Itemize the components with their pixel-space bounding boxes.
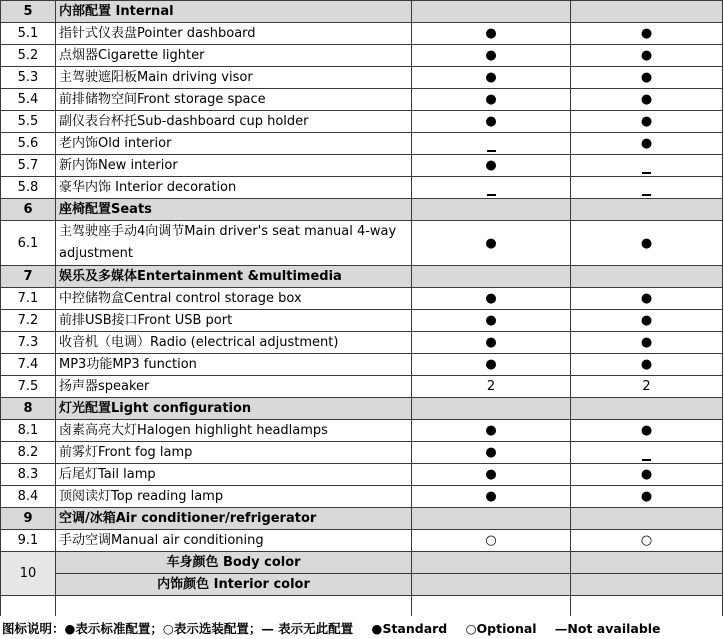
config-value-2 xyxy=(571,155,723,177)
interior-color-value xyxy=(412,574,571,596)
item-number: 7.2 xyxy=(1,310,56,332)
config-value-2: ● xyxy=(571,310,723,332)
config-value-2: ● xyxy=(571,332,723,354)
not-available-dash xyxy=(642,194,651,196)
item-number: 8.3 xyxy=(1,464,56,486)
section-blank-cell xyxy=(571,508,723,530)
legend xyxy=(2,619,661,637)
config-value-2: ● xyxy=(571,288,723,310)
item-number: 5.5 xyxy=(1,111,56,133)
item-number: 5.2 xyxy=(1,45,56,67)
spacer-cell xyxy=(56,596,412,617)
table-row xyxy=(1,111,723,133)
not-available-dash xyxy=(642,172,651,174)
feature-name: 前排USB接口Front USB port xyxy=(56,310,412,332)
section-number: 7 xyxy=(1,266,56,288)
section-number: 9 xyxy=(1,508,56,530)
item-number: 5.6 xyxy=(1,133,56,155)
feature-name: 卤素高亮大灯Halogen highlight headlamps xyxy=(56,420,412,442)
feature-name: 前排储物空间Front storage space xyxy=(56,89,412,111)
section-number: 8 xyxy=(1,398,56,420)
table-row xyxy=(1,420,723,442)
config-value-2: 2 xyxy=(571,376,723,398)
not-available-dash xyxy=(487,150,496,152)
config-value-1: ● xyxy=(412,67,571,89)
config-value-2: ● xyxy=(571,133,723,155)
config-value-1: ● xyxy=(412,23,571,45)
config-value-1 xyxy=(412,177,571,199)
config-value-2 xyxy=(571,177,723,199)
spacer-cell xyxy=(412,596,571,617)
section-number: 5 xyxy=(1,1,56,23)
section-header-row xyxy=(1,508,723,530)
table-row xyxy=(1,67,723,89)
spec-table-body xyxy=(1,1,723,617)
table-row xyxy=(1,354,723,376)
table-row xyxy=(1,442,723,464)
section-title: 空调/冰箱Air conditioner/refrigerator xyxy=(56,508,412,530)
feature-name: 主驾驶遮阳板Main driving visor xyxy=(56,67,412,89)
config-value-2: ● xyxy=(571,486,723,508)
config-value-2: ● xyxy=(571,23,723,45)
config-value-2: ● xyxy=(571,45,723,67)
legend-not-available: —Not available xyxy=(554,621,661,636)
config-value-2: ● xyxy=(571,354,723,376)
config-value-1: ● xyxy=(412,420,571,442)
body-color-label: 车身颜色 Body color xyxy=(56,552,412,574)
body-color-value xyxy=(412,552,571,574)
section-header-row xyxy=(1,398,723,420)
config-value-1: ● xyxy=(412,486,571,508)
section-number: 10 xyxy=(1,552,56,596)
item-number: 8.2 xyxy=(1,442,56,464)
table-row xyxy=(1,376,723,398)
section-blank-cell xyxy=(412,266,571,288)
table-row xyxy=(1,89,723,111)
config-value-1: ● xyxy=(412,111,571,133)
config-value-1: ● xyxy=(412,442,571,464)
config-value-1: ● xyxy=(412,464,571,486)
feature-name: 老内饰Old interior xyxy=(56,133,412,155)
feature-name: 前雾灯Front fog lamp xyxy=(56,442,412,464)
interior-color-row xyxy=(1,574,723,596)
table-row xyxy=(1,155,723,177)
config-value-1: ● xyxy=(412,155,571,177)
config-value-2: ● xyxy=(571,67,723,89)
feature-name: 手动空调Manual air conditioning xyxy=(56,530,412,552)
table-row xyxy=(1,45,723,67)
spacer-row xyxy=(1,596,723,617)
legend-prefix: 图标说明：●表示标准配置；○表示选装配置；— 表示无此配置 xyxy=(2,621,354,636)
legend-standard: ●Standard xyxy=(371,621,448,636)
item-number: 7.1 xyxy=(1,288,56,310)
item-number: 7.3 xyxy=(1,332,56,354)
config-value-2: ● xyxy=(571,89,723,111)
interior-color-value xyxy=(571,574,723,596)
config-value-1: ● xyxy=(412,354,571,376)
feature-name: 副仪表台杯托Sub-dashboard cup holder xyxy=(56,111,412,133)
item-number: 7.5 xyxy=(1,376,56,398)
section-title: 灯光配置Light configuration xyxy=(56,398,412,420)
section-blank-cell xyxy=(571,1,723,23)
section-blank-cell xyxy=(571,199,723,221)
section-blank-cell xyxy=(412,1,571,23)
item-number: 9.1 xyxy=(1,530,56,552)
table-row xyxy=(1,133,723,155)
body-color-row xyxy=(1,552,723,574)
config-value-1: ● xyxy=(412,332,571,354)
feature-name: 收音机（电调）Radio (electrical adjustment) xyxy=(56,332,412,354)
table-row xyxy=(1,310,723,332)
section-title: 内部配置 Internal xyxy=(56,1,412,23)
config-value-2: ○ xyxy=(571,530,723,552)
config-value-2: ● xyxy=(571,221,723,266)
feature-name: 新内饰New interior xyxy=(56,155,412,177)
item-number: 5.7 xyxy=(1,155,56,177)
interior-color-label: 内饰颜色 Interior color xyxy=(56,574,412,596)
config-value-1: ● xyxy=(412,221,571,266)
section-header-row xyxy=(1,1,723,23)
config-value-1: ● xyxy=(412,89,571,111)
feature-name: 后尾灯Tail lamp xyxy=(56,464,412,486)
table-row xyxy=(1,221,723,266)
feature-name: 豪华内饰 Interior decoration xyxy=(56,177,412,199)
table-row xyxy=(1,23,723,45)
section-title: 娱乐及多媒体Entertainment &multimedia xyxy=(56,266,412,288)
config-value-2: ● xyxy=(571,420,723,442)
feature-name: 中控储物盒Central control storage box xyxy=(56,288,412,310)
feature-name: 顶阅读灯Top reading lamp xyxy=(56,486,412,508)
table-row xyxy=(1,177,723,199)
item-number: 5.4 xyxy=(1,89,56,111)
table-row xyxy=(1,332,723,354)
config-value-1: ● xyxy=(412,288,571,310)
spacer-cell xyxy=(1,596,56,617)
body-color-value xyxy=(571,552,723,574)
section-blank-cell xyxy=(412,398,571,420)
item-number: 6.1 xyxy=(1,221,56,266)
config-value-2 xyxy=(571,442,723,464)
section-blank-cell xyxy=(412,508,571,530)
table-row xyxy=(1,288,723,310)
spacer-cell xyxy=(571,596,723,617)
config-value-1: ● xyxy=(412,45,571,67)
config-value-1 xyxy=(412,133,571,155)
not-available-dash xyxy=(642,459,651,461)
section-header-row xyxy=(1,199,723,221)
feature-name: 指针式仪表盘Pointer dashboard xyxy=(56,23,412,45)
section-blank-cell xyxy=(571,266,723,288)
section-blank-cell xyxy=(412,199,571,221)
table-row xyxy=(1,464,723,486)
item-number: 7.4 xyxy=(1,354,56,376)
section-number: 6 xyxy=(1,199,56,221)
section-title: 座椅配置Seats xyxy=(56,199,412,221)
feature-name: 点烟器Cigarette lighter xyxy=(56,45,412,67)
config-value-1: ○ xyxy=(412,530,571,552)
config-value-1: ● xyxy=(412,310,571,332)
config-value-1: 2 xyxy=(412,376,571,398)
config-value-2: ● xyxy=(571,111,723,133)
item-number: 5.8 xyxy=(1,177,56,199)
item-number: 8.4 xyxy=(1,486,56,508)
config-value-2: ● xyxy=(571,464,723,486)
item-number: 8.1 xyxy=(1,420,56,442)
item-number: 5.1 xyxy=(1,23,56,45)
feature-name: 主驾驶座手动4向调节Main driver's seat manual 4-way adjustment xyxy=(56,221,412,266)
legend-optional: ○Optional xyxy=(465,621,537,636)
feature-name: MP3功能MP3 function xyxy=(56,354,412,376)
section-blank-cell xyxy=(571,398,723,420)
table-row xyxy=(1,486,723,508)
section-header-row xyxy=(1,266,723,288)
not-available-dash xyxy=(487,194,496,196)
item-number: 5.3 xyxy=(1,67,56,89)
table-row xyxy=(1,530,723,552)
feature-name: 扬声器speaker xyxy=(56,376,412,398)
